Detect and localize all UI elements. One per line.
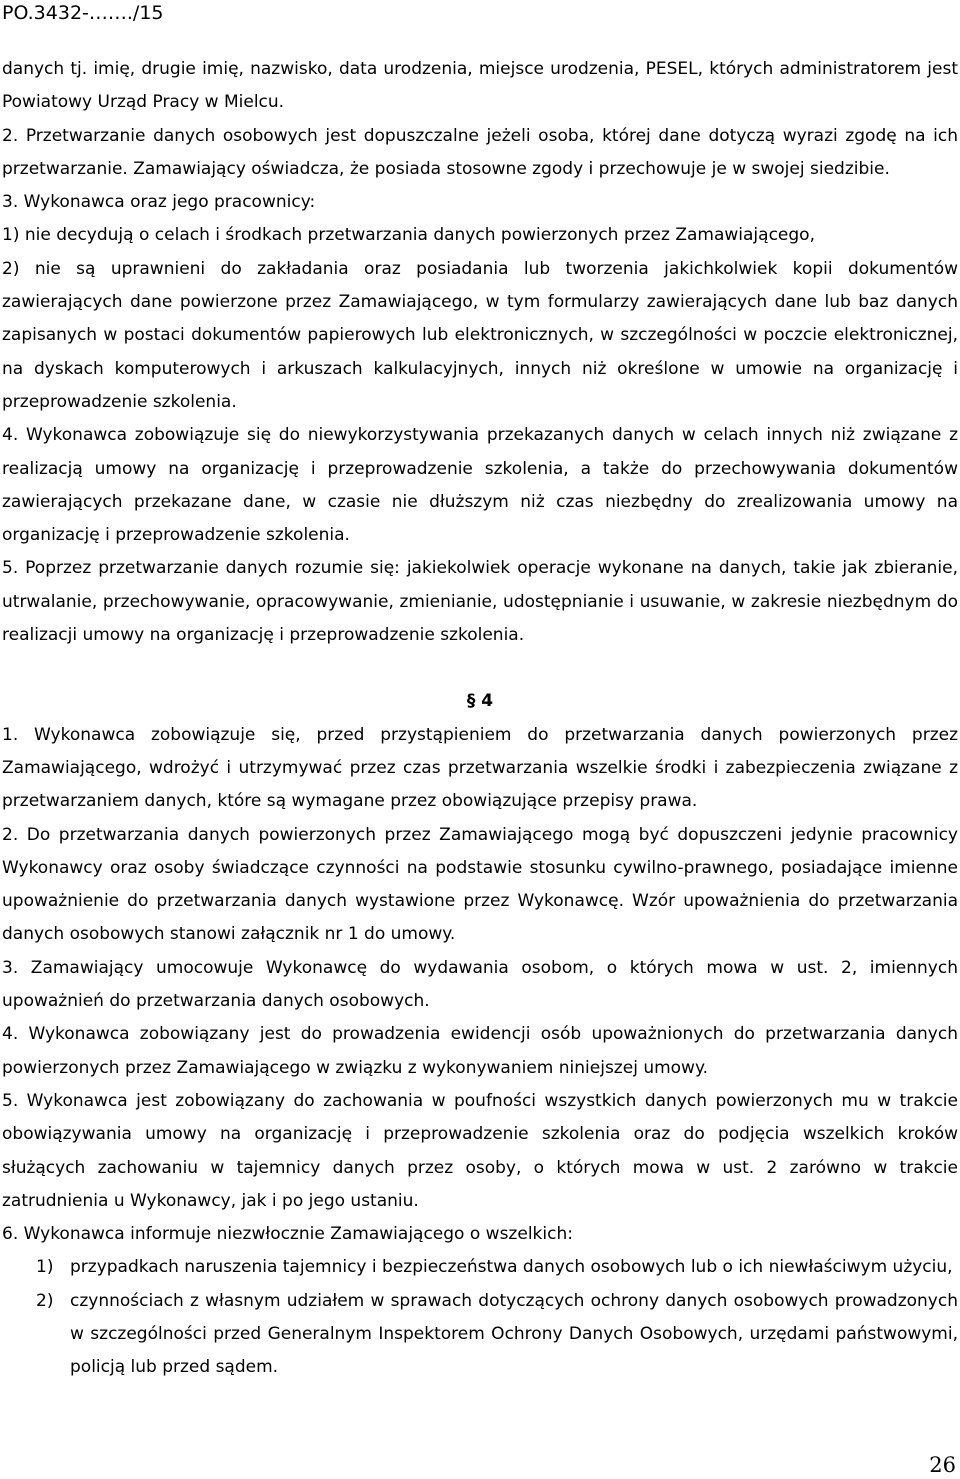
paragraph-no-decisions: 1) nie decydują o celach i środkach przetwarzania danych powierzonych przez Zamawiającego, (2, 225, 815, 246)
paragraph-consent: 2. Przetwarzanie danych osobowych jest dopuszczalne jeżeli osoba, której dane dotyczą wyrazi zgodę na ich przetwarzanie. Zamawiający oświadcza, że posiada stosowne zgody i przechowuje je w swojej siedzibie. (2, 125, 958, 179)
document-body (2, 53, 958, 1385)
document-reference: PO.3432-……./15 (2, 2, 164, 24)
paragraph-security-measures: 1. Wykonawca zobowiązuje się, przed przystąpieniem do przetwarzania danych powierzonych przez Zamawiającego, wdrożyć i utrzymywać przez czas przetwarzania wszelkie środki i zabezpieczenia związane z przetwarzaniem danych, które są wymagane przez obowiązujące przepisy prawa. (2, 724, 958, 812)
paragraph-use-restriction: 4. Wykonawca zobowiązuje się do niewykorzystywania przekazanych danych w celach innych niż związane z realizacją umowy na organizację i przeprowadzenie szkolenia, a także do przechowywania dokumentów zawierających przekazane dane, w czasie nie dłuższym niż czas niezbędny do zrealizowania umowy na organizację i przeprowadzenie szkolenia. (2, 425, 958, 546)
notification-list (2, 1251, 958, 1384)
paragraph-processing-definition: 5. Poprzez przetwarzanie danych rozumie się: jakiekolwiek operacje wykonane na danych, takie jak zbieranie, utrwalanie, przechowywanie, opracowywanie, zmienianie, udostępnianie i usuwanie, w zakresie niezbędnym do realizacji umowy na organizację i przeprowadzenie szkolenia. (2, 558, 958, 646)
list-item-number: 1) (36, 1257, 54, 1278)
page-number: 26 (929, 1453, 956, 1477)
paragraph-contractor-staff: 3. Wykonawca oraz jego pracownicy: (2, 192, 316, 213)
paragraph-authorized-persons: 2. Do przetwarzania danych powierzonych przez Zamawiającego mogą być dopuszczeni jedynie pracownicy Wykonawcy oraz osoby świadczące czynności na podstawie stosunku cywilno-prawnego, posiadające imienne upoważnienie do przetwarzania danych wystawione przez Wykonawcę. Wzór upoważnienia do przetwarzania danych osobowych stanowi załącznik nr 1 do umowy. (2, 824, 958, 945)
paragraph-notification: 6. Wykonawca informuje niezwłocznie Zamawiającego o wszelkich: (2, 1224, 573, 1245)
list-item-number: 2) (36, 1290, 54, 1311)
list-item-text: czynnościach z własnym udziałem w sprawach dotyczących ochrony danych osobowych prowadzonych w szczególności przed Generalnym Inspektorem Ochrony Danych Osobowych, urzędami państwowymi, policją lub przed sądem. (70, 1290, 958, 1378)
paragraph-no-copies: 2) nie są uprawnieni do zakładania oraz posiadania lub tworzenia jakichkolwiek kopii dokumentów zawierających dane powierzone przez Zamawiającego, w tym formularzy zawierających dane lub baz danych zapisanych w postaci dokumentów papierowych lub elektronicznych, w szczególności w poczcie elektronicznej, na dyskach komputerowych i arkuszach kalkulacyjnych, innych niż określone w umowie na organizację i przeprowadzenie szkolenia. (2, 258, 958, 412)
paragraph-data-subjects: danych tj. imię, drugie imię, nazwisko, data urodzenia, miejsce urodzenia, PESEL, których administratorem jest Powiatowy Urząd Pracy w Mielcu. (2, 59, 958, 113)
paragraph-authorization-issuing: 3. Zamawiający umocowuje Wykonawcę do wydawania osobom, o których mowa w ust. 2, imiennych upoważnień do przetwarzania danych osobowych. (2, 957, 958, 1012)
paragraph-confidentiality: 5. Wykonawca jest zobowiązany do zachowania w poufności wszystkich danych powierzonych mu w trakcie obowiązywania umowy na organizację i przeprowadzenie szkolenia oraz do podjęcia wszelkich kroków służących zachowaniu w tajemnicy danych przez osoby, o których mowa w ust. 2 zarówno w trakcie zatrudnienia u Wykonawcy, jak i po jego ustaniu. (2, 1090, 958, 1211)
section-heading: § 4 (466, 691, 494, 712)
list-item-text: przypadkach naruszenia tajemnicy i bezpieczeństwa danych osobowych lub o ich niewłaściwym użyciu, (70, 1257, 953, 1278)
list-item (2, 1251, 958, 1284)
paragraph-records: 4. Wykonawca zobowiązany jest do prowadzenia ewidencji osób upoważnionych do przetwarzania danych powierzonych przez Zamawiającego w związku z wykonywaniem niniejszej umowy. (2, 1024, 958, 1078)
list-item (2, 1285, 958, 1385)
